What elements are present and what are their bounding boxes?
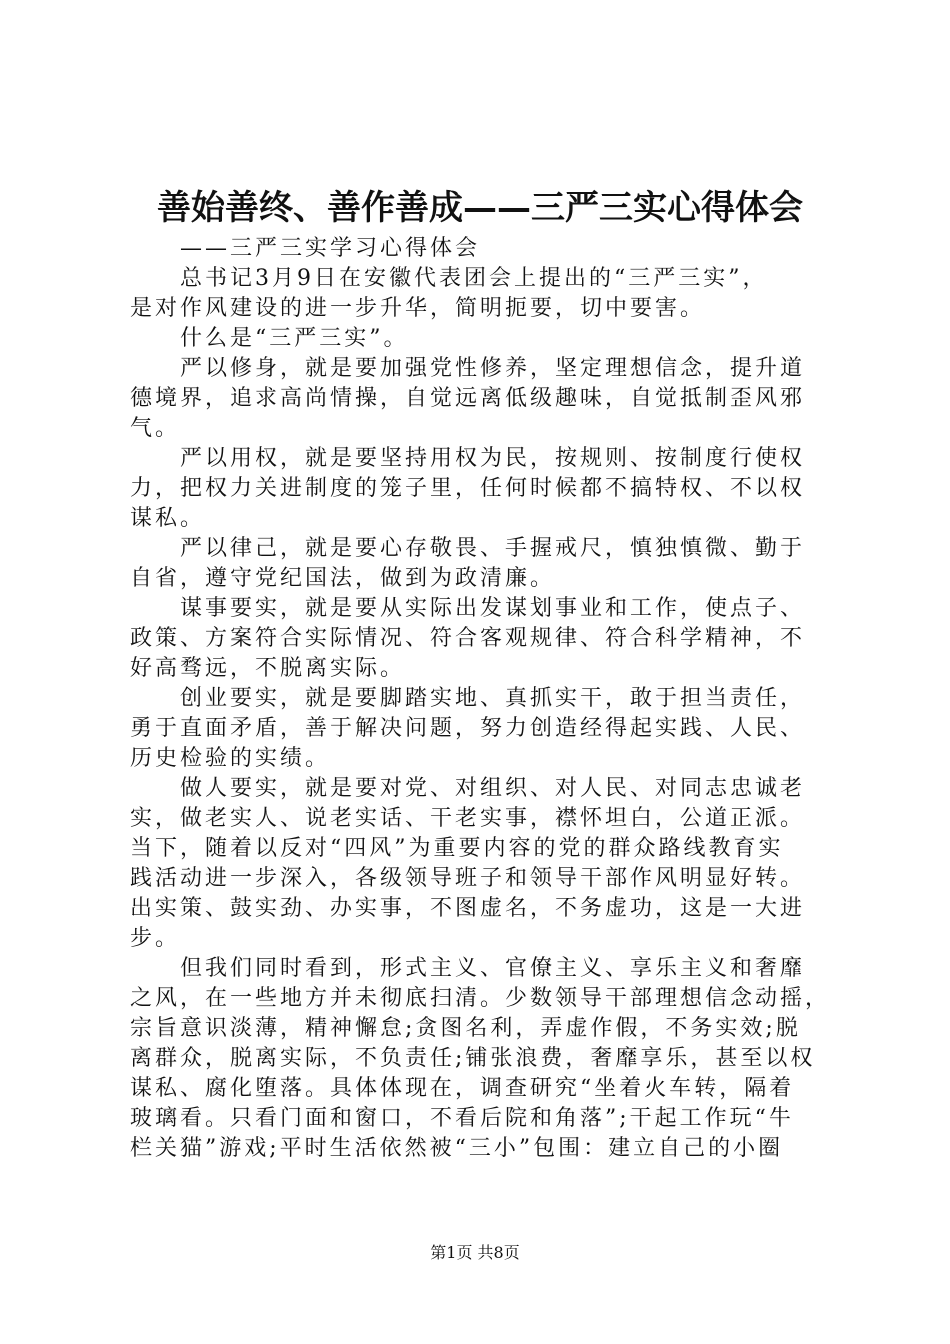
- body-line: 总书记3月9日在安徽代表团会上提出的“三严三实”，: [130, 266, 768, 291]
- body-line: 力，把权力关进制度的笼子里，任何时候都不搞特权、不以权: [130, 476, 806, 501]
- body-line: 但我们同时看到，形式主义、官僚主义、享乐主义和奢靡: [130, 956, 806, 981]
- body-line: 历史检验的实绩。: [130, 746, 331, 771]
- body-line: 好高骛远，不脱离实际。: [130, 656, 406, 681]
- document-body: [130, 234, 835, 1164]
- document-title: 善始善终、善作善成——三严三实心得体会: [157, 188, 803, 228]
- body-line: 气。: [130, 416, 181, 441]
- body-line: ——三严三实学习心得体会: [130, 236, 481, 261]
- body-line: 创业要实，就是要脚踏实地、真抓实干，敢于担当责任，: [130, 686, 806, 711]
- body-line: 政策、方案符合实际情况、符合客观规律、符合科学精神，不: [130, 626, 806, 651]
- body-line: 谋私。: [130, 506, 206, 531]
- body-line: 什么是“三严三实”。: [130, 326, 409, 351]
- body-line: 谋私、腐化堕落。具体体现在，调查研究“坐着火车转，隔着: [130, 1076, 795, 1101]
- body-line: 德境界，追求高尚情操，自觉远离低级趣味，自觉抵制歪风邪: [130, 386, 806, 411]
- body-line: 自省，遵守党纪国法，做到为政清廉。: [130, 566, 556, 591]
- body-line: 之风，在一些地方并未彻底扫清。少数领导干部理想信念动摇，: [130, 986, 831, 1011]
- body-line: 是对作风建设的进一步升华，简明扼要，切中要害。: [130, 296, 706, 321]
- body-line: 严以修身，就是要加强党性修养，坚定理想信念，提升道: [130, 356, 806, 381]
- page-number: 第1页 共8页: [430, 1243, 520, 1262]
- body-line: 离群众，脱离实际，不负责任;铺张浪费，奢靡享乐，甚至以权: [130, 1046, 816, 1071]
- body-line: 出实策、鼓实劲、办实事，不图虚名，不务虚功，这是一大进: [130, 896, 806, 921]
- body-line: 实，做老实人、说老实话、干老实事，襟怀坦白，公道正派。: [130, 806, 806, 831]
- body-line: 践活动进一步深入，各级领导班子和领导干部作风明显好转。: [130, 866, 806, 891]
- body-line: 步。: [130, 926, 181, 951]
- body-line: 做人要实，就是要对党、对组织、对人民、对同志忠诚老: [130, 776, 806, 801]
- body-line: 严以用权，就是要坚持用权为民，按规则、按制度行使权: [130, 446, 806, 471]
- body-line: 栏关猫”游戏;平时生活依然被“三小”包围：建立自己的小圈: [130, 1136, 784, 1161]
- body-line: 谋事要实，就是要从实际出发谋划事业和工作，使点子、: [130, 596, 806, 621]
- body-line: 勇于直面矛盾，善于解决问题，努力创造经得起实践、人民、: [130, 716, 806, 741]
- body-line: 宗旨意识淡薄，精神懈怠;贪图名利，弄虚作假，不务实效;脱: [130, 1016, 801, 1041]
- body-line: 玻璃看。只看门面和窗口，不看后院和角落”;干起工作玩“牛: [130, 1106, 794, 1131]
- body-line: 当下，随着以反对“四风”为重要内容的党的群众路线教育实: [130, 836, 784, 861]
- body-line: 严以律己，就是要心存敬畏、手握戒尺，慎独慎微、勤于: [130, 536, 806, 561]
